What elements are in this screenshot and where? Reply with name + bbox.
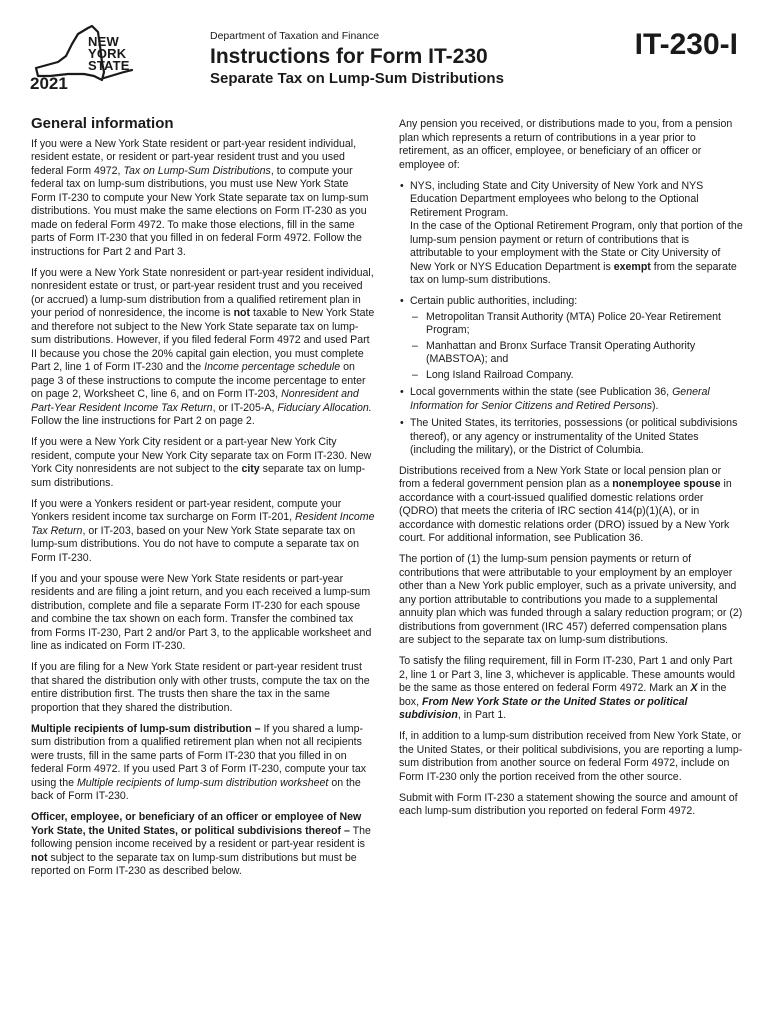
paragraph-filing-requirement: To satisfy the filing requirement, fill in Form IT-230, Part 1 and only Part 2, line 1 or Part 3, line 3, whichever is applicable. These amounts would be the same as those entered on federal Form 4972. Mark an X in the box, From New York State or the United States or political subdivision, in Part 1. (399, 655, 736, 721)
paragraph-portion-subject: The portion of (1) the lump-sum pension payments or return of contributions that were attributable to your employment by an employer other than a New York public employer, such as a private university, and any portion attributable to contributions you made to a supplemental annuity plan which was funded through a salary reduction program; or (2) distributions from government (IRC 457) deferred compensation plans are subject to the separate tax on lump-sum distributions. (399, 553, 743, 646)
right-column (399, 118, 744, 826)
paragraph-nys-nonresident: If you were a New York State nonresident or part-year resident individual, nonresident estate or trust, or part-year resident trust and you received (or accrued) a lump-sum distribution from a qualified retirement plan in your period of nonresidence, the income is not taxable to New York State and therefore not subject to the New York State separate tax on lump-sum distributions. However, if you filed federal Form 4972 and used Part II because you chose the 20% capital gain election, you must complete Part 2, line 1 of Form IT-230 and the Income percentage schedule on page 3 of these instructions to compute the income percentage to enter on page 2, Worksheet C, line 6, and on Form IT-203, Nonresident and Part-Year Resident Income Tax Return, or IT-205-A, Fiduciary Allocation. Follow the line instructions for Part 2 on page 2. (31, 266, 375, 427)
left-column (31, 117, 376, 886)
tax-year: 2021 (30, 74, 68, 93)
logo-line-state: STATE (88, 58, 130, 73)
paragraph-nys-resident: If you were a New York State resident or part-year resident individual, resident estate, or resident or part-year resident trust and you used federal Form 4972, Tax on Lump-Sum Distributions, to compute your federal tax on lump-sum distributions, you must use New York State Form IT-230 to compute your New York State separate tax on lump-sum distributions. You must make the same elections on Form IT-230 as you made on federal Form 4972. To make those elections, fill in the same parts of Form IT-230 that you filled in on federal Form 4972. Follow the instructions for Part 2 and Part 3. (31, 137, 369, 258)
form-id: IT-230-I (634, 28, 738, 61)
paragraph-joint-return: If you and your spouse were New York State residents or part-year residents and are filing a joint return, and you each received a lump-sum distribution, complete and file a separate Form IT-230 for each spouse and combine the tax shown on each form. Transfer the combined tax from Forms IT-230, Part 2 and/or Part 3, to the applicable worksheet and line as indicated on Form IT-230. (31, 572, 372, 652)
paragraph-trust: If you are filing for a New York State resident or part-year resident trust that shared the distribution only with other trusts, compute the tax on the entire distribution first. The trusts then share the tax in the same proportion that they shared the distribution. (31, 661, 370, 714)
department-name: Department of Taxation and Finance (210, 30, 380, 42)
list-item: – Metropolitan Transit Authority (MTA) Police 20-Year Retirement Program; (410, 311, 744, 338)
bullet-list (399, 180, 744, 458)
page-subtitle: Separate Tax on Lump-Sum Distributions (210, 70, 504, 87)
paragraph-pension-intro: Any pension you received, or distributions made to you, from a pension plan which represents a return of contributions in a year prior to retirement, as an officer, employee, or beneficiary of an officer or employee of: (399, 118, 733, 171)
page-title: Instructions for Form IT-230 (210, 45, 488, 68)
paragraph-multiple-recipients: Multiple recipients of lump-sum distribution – If you shared a lump-sum distribution from a qualified retirement plan when not all recipients were trusts, fill in the same parts of Form IT-230 that you filled in on federal Form 4972. If you used Part 3 of Form IT-230, compute your tax using the Multiple recipients of lump-sum distribution worksheet on the back of Form IT-230. (31, 722, 367, 802)
logo-line-new: NEW (88, 34, 119, 49)
sub-paragraph-orp: In the case of the Optional Retirement Program, only that portion of the lump-sum pension payment or return of contributions that is attributable to your employment with the State or City University of New York or NYS Education Department is exempt from the separate tax on lump-sum distributions. (410, 220, 743, 286)
section-heading: General information (31, 115, 174, 132)
dash-list (410, 311, 744, 383)
nys-logo (28, 22, 178, 98)
list-item: – Long Island Railroad Company. (410, 369, 744, 383)
list-item: • Certain public authorities, including: – Metropolitan Transit Authority (MTA) Police 20-Year Retirement Program; – Manhattan and Bronx Surface Transit Operating Authority (MABSTOA); and – Long Island Railroad Company. (399, 295, 744, 382)
paragraph-officer-employee: Officer, employee, or beneficiary of an officer or employee of New York State, the United States, or political subdivisions thereof – The following pension income received by a resident or part-year resident is not subject to the separate tax on lump-sum distributions but must be reported on Form IT-230 as described below. (31, 811, 371, 877)
paragraph-yonkers-resident: If you were a Yonkers resident or part-year resident, compute your Yonkers resident income tax surcharge on Form IT-201, Resident Income Tax Return, or IT-203, based on your New York State separate tax on lump-sum distributions. You do not have to compute a separate tax on Form IT-230. (31, 497, 375, 564)
list-item: – Manhattan and Bronx Surface Transit Operating Authority (MABSTOA); and (410, 340, 744, 367)
list-item: • The United States, its territories, possessions (or political subdivisions thereof), or any agency or instrumentality of the United States (including the military), or the District of Columbia. (399, 417, 744, 458)
list-item: • NYS, including State and City University of New York and NYS Education Department employees who belong to the Optional Retirement Program. In the case of the Optional Retirement Program, only that portion of the lump-sum pension payment or return of contributions that is attributable to your employment with the State or City University of New York or NYS Education Department is exempt from the separate tax on lump-sum distributions. (399, 180, 744, 288)
logo-line-york: YORK (88, 46, 127, 61)
form-header (0, 0, 770, 110)
paragraph-nyc-resident: If you were a New York City resident or a part-year New York City resident, compute your New York City separate tax on Form IT-230. New York City nonresidents are not subject to the city separate tax on lump-sum distributions. (31, 436, 372, 489)
paragraph-submit-statement: Submit with Form IT-230 a statement showing the source and amount of each lump-sum distribution you reported on federal Form 4972. (399, 791, 738, 817)
paragraph-nonemployee-spouse: Distributions received from a New York State or local pension plan or from a federal government pension plan as a nonemployee spouse in accordance with a court-issued qualified domestic relations order (QDRO) that meets the criteria of IRC section 414(p)(1)(A), or in accordance with domestic relations order (DRO) issued by a New York court. For additional information, see Publication 36. (399, 464, 732, 544)
paragraph-other-source: If, in addition to a lump-sum distribution received from New York State, or the United States, or their political subdivisions, you are reporting a lump-sum distribution from another source on federal Form 4972, include on Form IT-230 only the portion received from the other source. (399, 730, 743, 783)
list-item: • Local governments within the state (see Publication 36, General Information for Senior Citizens and Retired Persons). (399, 386, 744, 413)
